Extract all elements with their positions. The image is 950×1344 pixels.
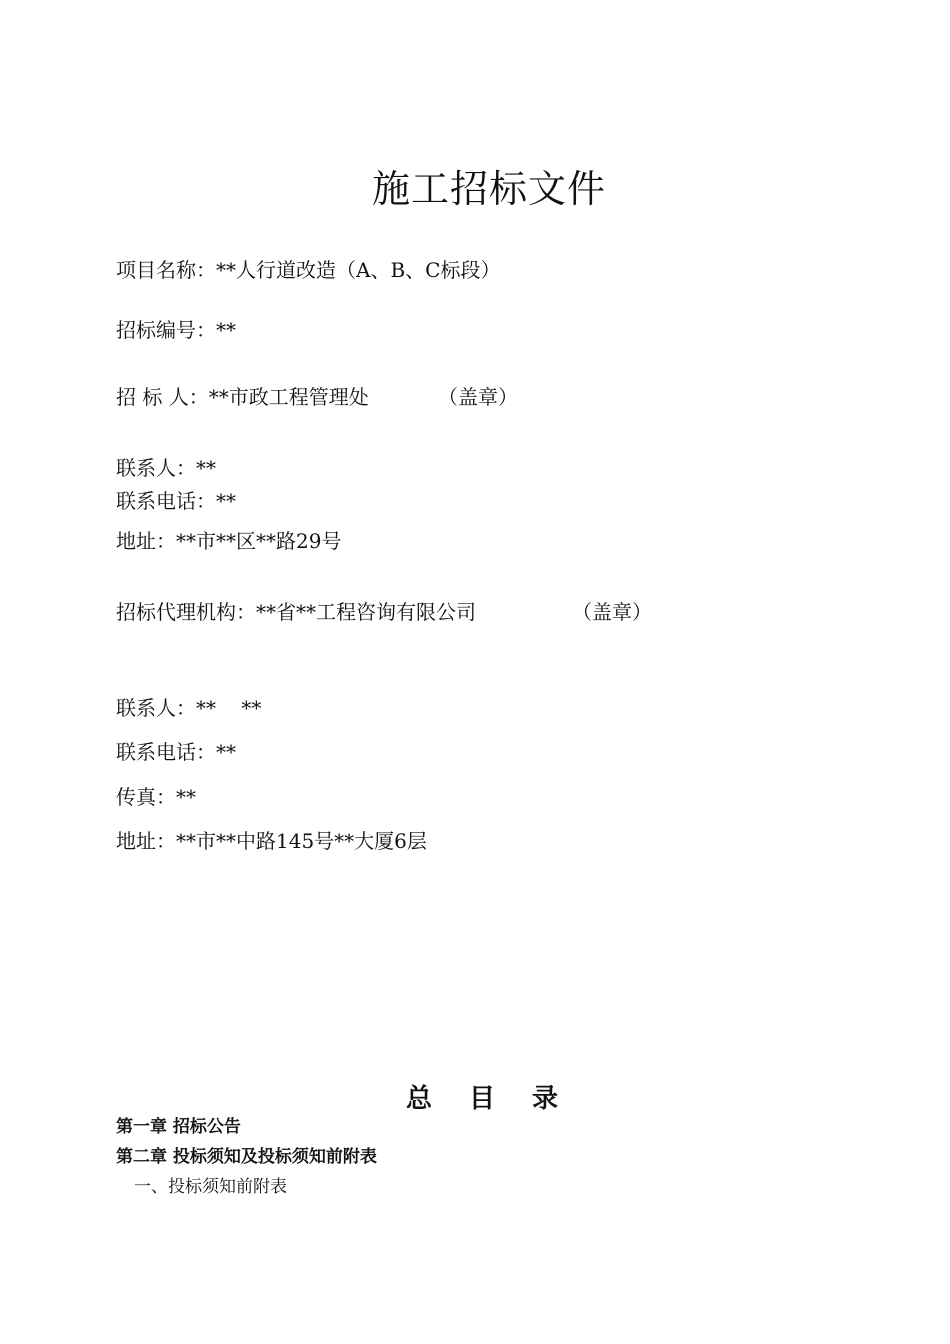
toc-chapter-2-sub-1: 一、投标须知前附表 [134,1177,287,1197]
agency-contact: 联系人：** ** [116,696,262,720]
tenderer-contact: 联系人：** [116,456,216,480]
toc-chapter-2: 第二章 投标须知及投标须知前附表 [116,1147,377,1167]
agency-phone: 联系电话：** [116,740,236,764]
agency-seal: （盖章） [572,600,652,624]
toc-title: 总 目 录 [405,1084,573,1114]
agency-address: 地址：**市**中路145号**大厦6层 [116,829,427,853]
toc-chapter-1: 第一章 招标公告 [116,1117,241,1137]
tenderer: 招 标 人：**市政工程管理处 [116,385,369,409]
agency: 招标代理机构：**省**工程咨询有限公司 [116,600,476,624]
bid-number: 招标编号：** [116,318,236,342]
project-name: 项目名称：**人行道改造（A、B、C标段） [116,258,501,282]
tenderer-address: 地址：**市**区**路29号 [116,529,342,553]
tenderer-seal: （盖章） [438,385,518,409]
agency-fax: 传真：** [116,785,196,809]
tenderer-phone: 联系电话：** [116,489,236,513]
document-title: 施工招标文件 [371,167,606,211]
